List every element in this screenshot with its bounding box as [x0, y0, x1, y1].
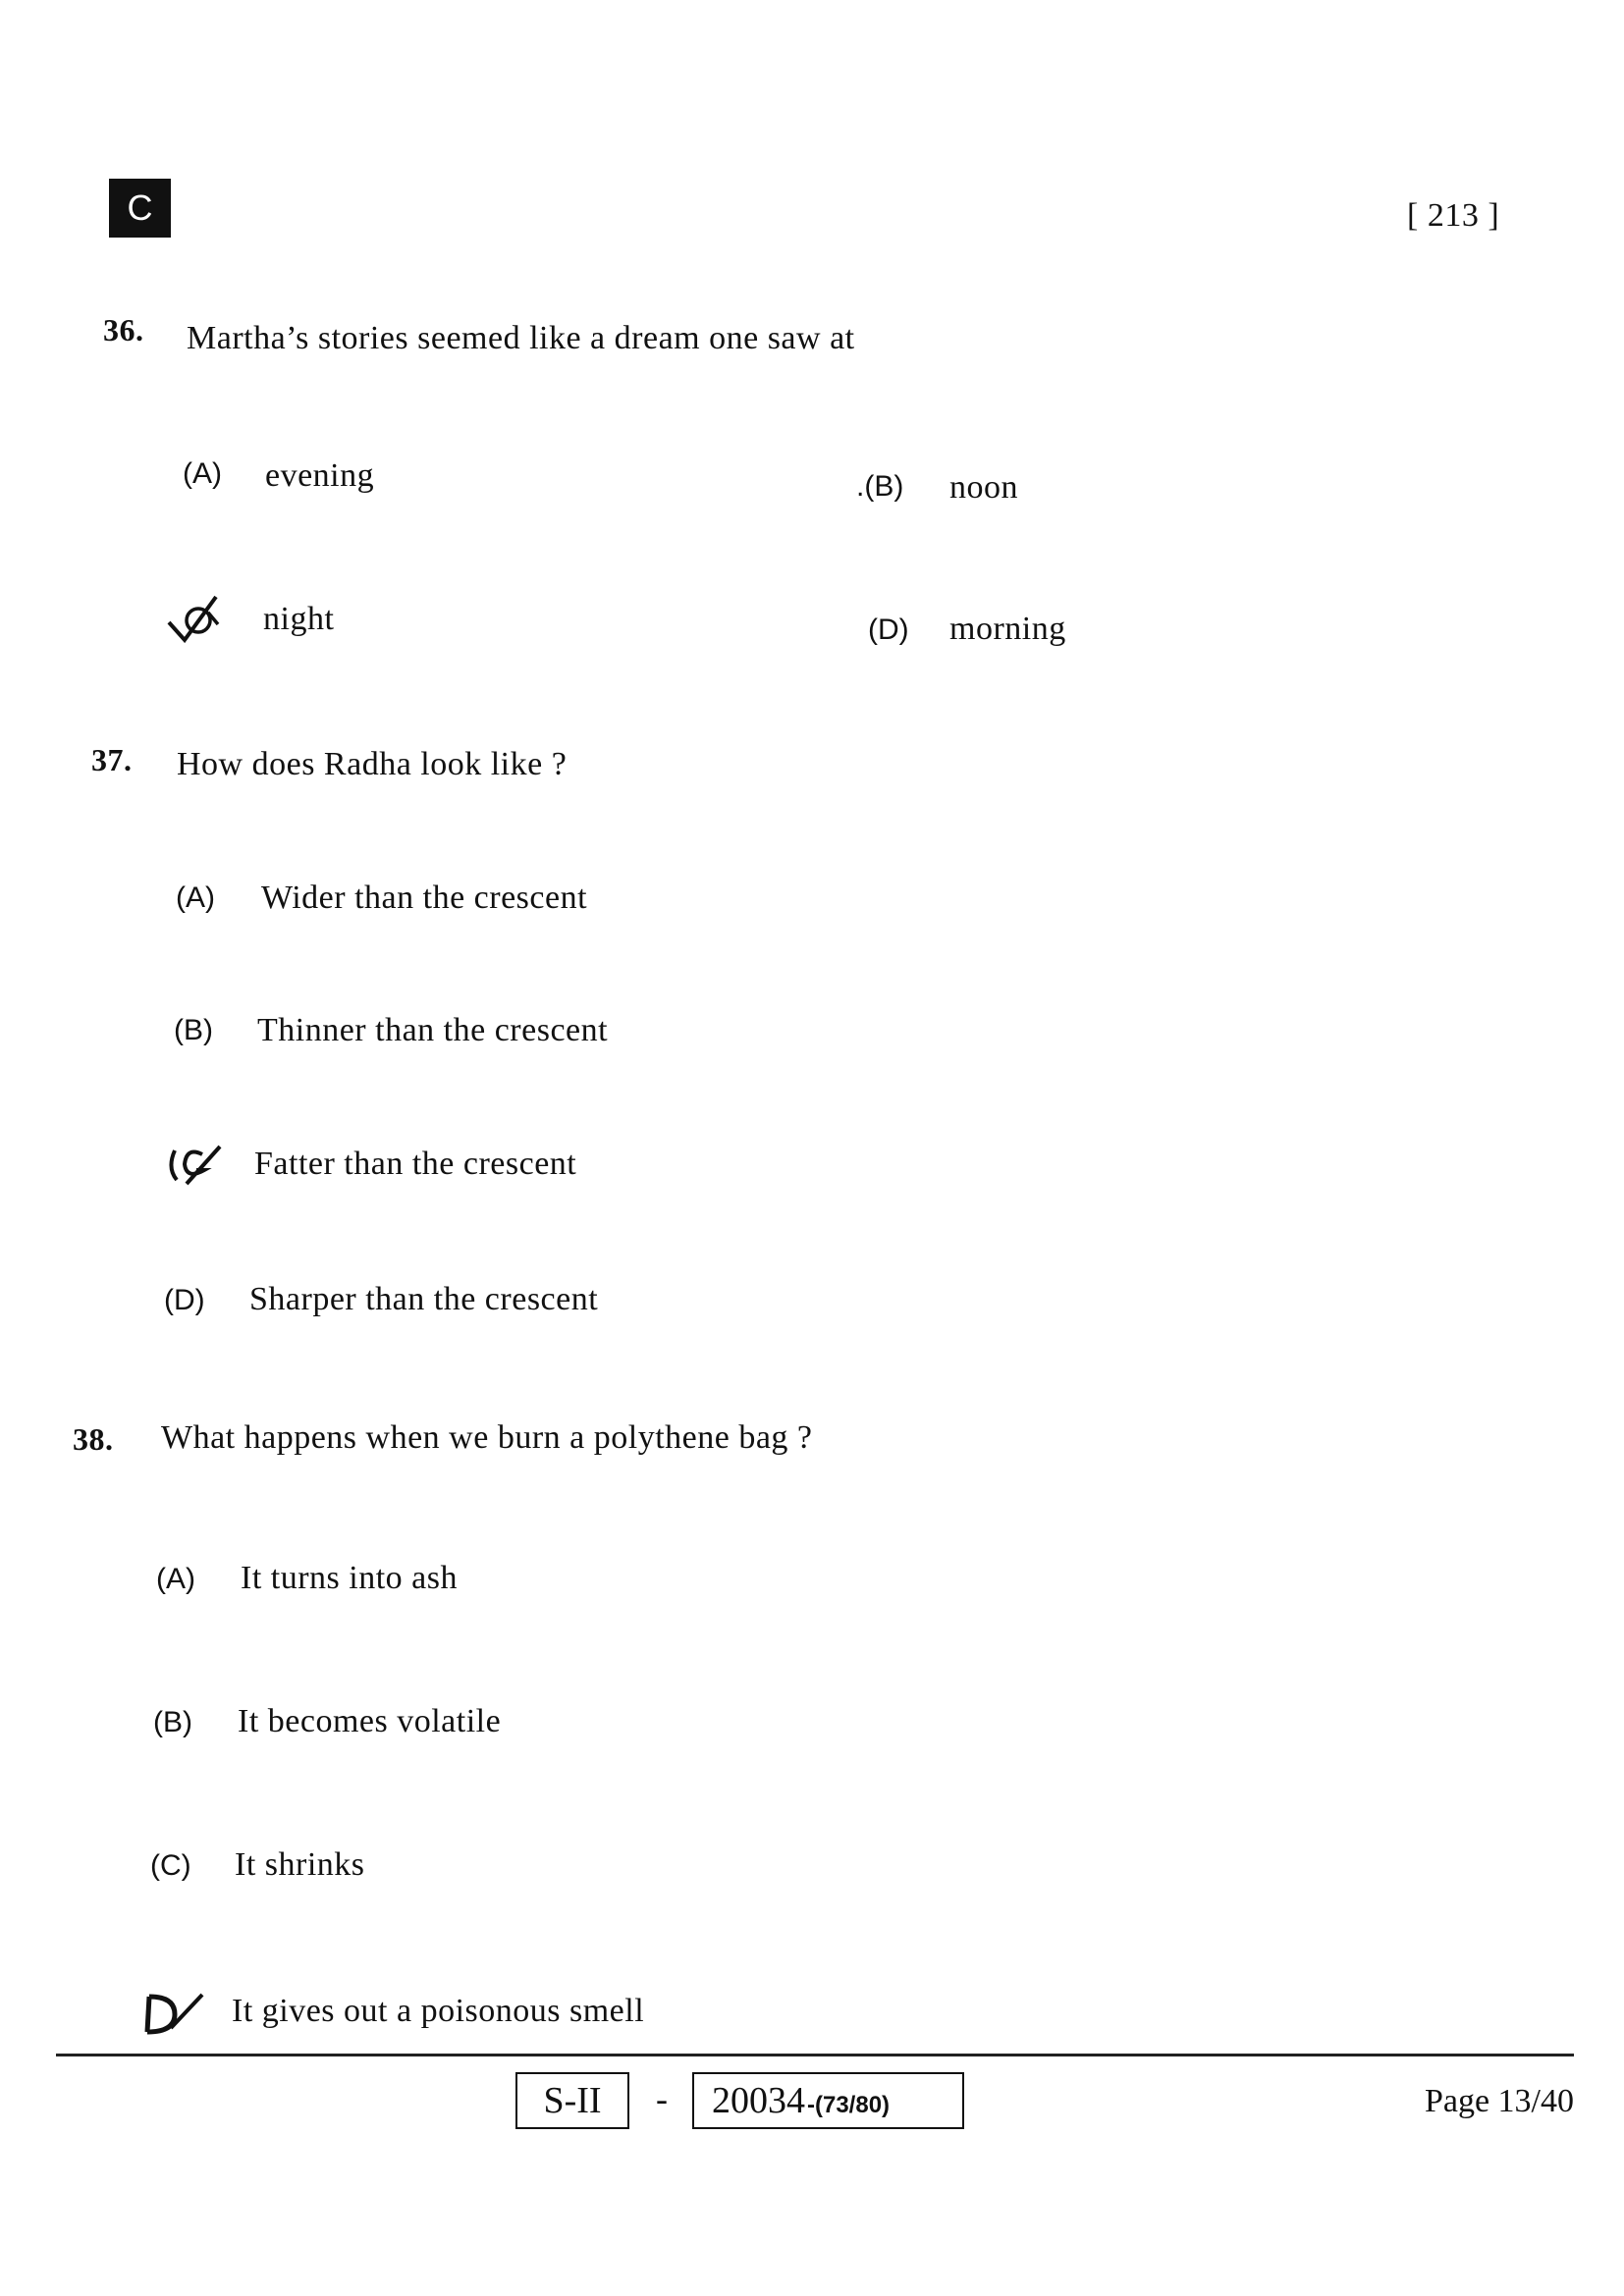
series-box — [515, 2072, 629, 2129]
footer-dash: - — [656, 2079, 668, 2118]
question-text: What happens when we burn a polythene bag ? — [161, 1419, 813, 1456]
handwritten-tick-mark-icon — [141, 1989, 210, 2038]
option-text: evening — [265, 457, 375, 494]
option-label: (A) — [176, 881, 215, 914]
paper-code: 20034 — [712, 2080, 805, 2121]
option-text: Sharper than the crescent — [249, 1281, 599, 1317]
option-label: (B) — [174, 1014, 213, 1046]
set-code-badge: C — [109, 179, 171, 238]
option-text: Wider than the crescent — [261, 880, 588, 916]
option-text: night — [263, 601, 335, 637]
option-label: (A) — [156, 1563, 195, 1595]
option-label: .(B) — [856, 470, 904, 503]
question-text: How does Radha look like ? — [177, 746, 568, 782]
paper-code-box — [692, 2072, 964, 2129]
option-label: (D) — [868, 614, 909, 646]
question-number: 38. — [73, 1421, 114, 1457]
option-text: Thinner than the crescent — [257, 1012, 609, 1048]
option-label: (B) — [153, 1706, 192, 1738]
paper-code-suffix: -(73/80) — [807, 2092, 891, 2118]
page-number: Page 13/40 — [1424, 2083, 1574, 2119]
option-text: It becomes volatile — [238, 1703, 502, 1739]
page-reference: [ 213 ] — [1407, 197, 1500, 234]
option-text: It gives out a poisonous smell — [232, 1993, 645, 2029]
option-text: It shrinks — [235, 1846, 365, 1883]
question-number: 37. — [91, 742, 133, 777]
question-text: Martha’s stories seemed like a dream one saw at — [187, 320, 855, 356]
handwritten-tick-mark-icon — [165, 593, 226, 648]
footer-divider — [56, 2054, 1574, 2056]
option-text: It turns into ash — [241, 1560, 458, 1596]
option-text: Fatter than the crescent — [254, 1146, 577, 1182]
handwritten-tick-mark-icon — [167, 1141, 226, 1192]
option-text: morning — [949, 611, 1066, 647]
option-label: (D) — [164, 1284, 205, 1316]
option-label: (A) — [183, 457, 222, 490]
series-code: S-II — [543, 2080, 602, 2121]
option-label: (C) — [150, 1849, 191, 1882]
question-number: 36. — [103, 312, 144, 347]
option-text: noon — [949, 469, 1018, 506]
